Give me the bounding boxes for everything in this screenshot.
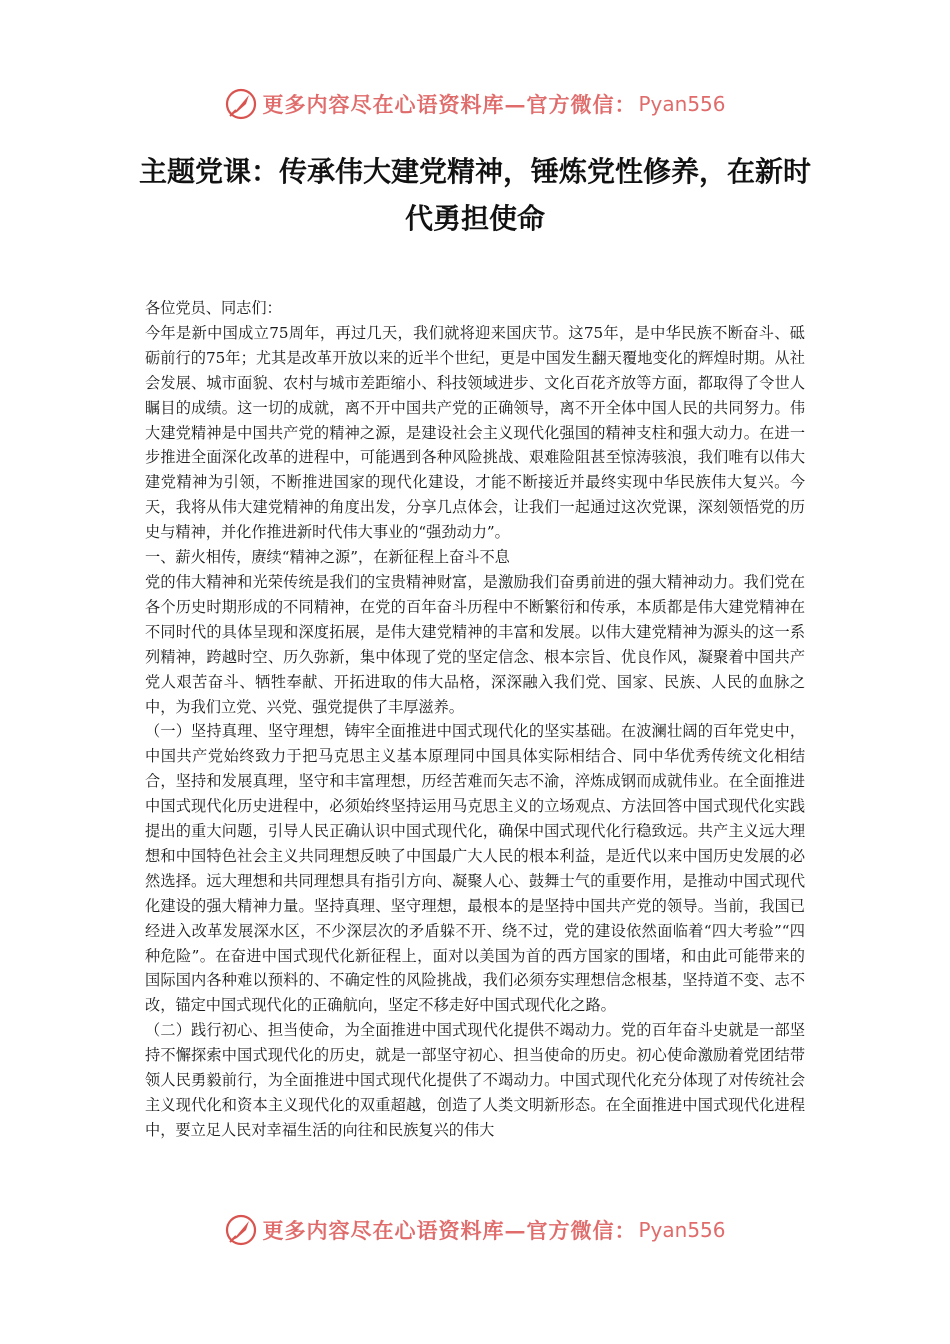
banner-text: 更多内容尽在心语资料库—官方微信： xyxy=(262,1218,637,1243)
page-title: 主题党课：传承伟大建党精神，锤炼党性修养，在新时代勇担使命 xyxy=(138,155,811,235)
quill-logo-icon xyxy=(224,1213,258,1247)
paragraph-point-one: （一）坚持真理、坚守理想，铸牢全面推进中国式现代化的坚实基础。在波澜壮阔的百年党史中，中国共产党始终致力于把马克思主义基本原理同中国具体实际相结合、同中华优秀传统文化相结合，坚持和发展真理，坚守和丰富理想，历经苦难而矢志不渝，淬炼成钢而成就伟业。在全面推进中国式现代化历史进程中，必须始终坚持运用马克思主义的立场观点、方法回答中国式现代化实践提出的重大问题，引导人民正确认识中国式现代化，确保中国式现代化行稳致远。共产主义远大理想和中国特色社会主义共同理想反映了中国最广大人民的根本利益，是近代以来中国历史发展的必然选择。远大理想和共同理想具有指引方向、凝聚人心、鼓舞士气的重要作用，是推动中国式现代化建设的强大精神力量。坚持真理、坚守理想，最根本的是坚持中国共产党的领导。当前，我国已经进入改革发展深水区，不少深层次的矛盾躲不开、绕不过，党的建设依然面临着“四大考验”“四种危险”。在奋进中国式现代化新征程上，面对以美国为首的西方国家的围堵，和由此可能带来的国际国内各种难以预料的、不确定性的风险挑战，我们必须夯实理想信念根基，坚持道不变、志不改，锚定中国式现代化的正确航向，坚定不移走好中国式现代化之路。 xyxy=(145,722,805,1015)
document-body xyxy=(145,296,805,1143)
paragraph-intro: 今年是新中国成立75周年，再过几天，我们就将迎来国庆节。这75年，是中华民族不断奋斗、砥砺前行的75年；尤其是改革开放以来的近半个世纪，更是中国发生翻天覆地变化的辉煌时期。从社会发展、城市面貌、农村与城市差距缩小、科技领域进步、文化百花齐放等方面，都取得了令世人瞩目的成绩。这一切的成就，离不开中国共产党的正确领导，离不开全体中国人民的共同努力。伟大建党精神是中国共产党的精神之源，是建设社会主义现代化强国的精神支柱和强大动力。在进一步推进全面深化改革的进程中，可能遇到各种风险挑战、艰难险阻甚至惊涛骇浪，我们唯有以伟大建党精神为引领，不断推进国家的现代化建设，才能不断接近并最终实现中华民族伟大复兴。今天，我将从伟大建党精神的角度出发，分享几点体会，让我们一起通过这次党课，深刻领悟党的历史与精神，并化作推进新时代伟大事业的“强劲动力”。 xyxy=(145,323,805,542)
header-watermark-banner xyxy=(0,84,950,124)
paragraph-section-intro: 党的伟大精神和光荣传统是我们的宝贵精神财富，是激励我们奋勇前进的强大精神动力。我们党在各个历史时期形成的不同精神，在党的百年奋斗历程中不断繁衍和传承，本质都是伟大建党精神在不同时代的具体呈现和深度拓展，是伟大建党精神的丰富和发展。以伟大建党精神为源头的这一系列精神，跨越时空、历久弥新，集中体现了党的坚定信念、根本宗旨、优良作风，凝聚着中国共产党人艰苦奋斗、牺牲奉献、开拓进取的伟大品格，深深融入我们党、国家、民族、人民的血脉之中，为我们立党、兴党、强党提供了丰厚滋养。 xyxy=(145,572,805,716)
quill-logo-icon xyxy=(224,87,258,121)
banner-text: 更多内容尽在心语资料库—官方微信： xyxy=(262,92,637,117)
banner-wechat-id: Pyan556 xyxy=(638,92,726,116)
greeting: 各位党员、同志们： xyxy=(145,299,282,317)
paragraph-point-two: （二）践行初心、担当使命，为全面推进中国式现代化提供不竭动力。党的百年奋斗史就是一部坚持不懈探索中国式现代化的历史，就是一部坚守初心、担当使命的历史。初心使命激励着党团结带领人民勇毅前行，为全面推进中国式现代化提供了不竭动力。中国式现代化充分体现了对传统社会主义现代化和资本主义现代化的双重超越，创造了人类文明新形态。在全面推进中国式现代化进程中，要立足人民对幸福生活的向往和民族复兴的伟大 xyxy=(145,1021,805,1139)
banner-wechat-id: Pyan556 xyxy=(638,1218,726,1242)
section-heading: 一、薪火相传，赓续“精神之源”，在新征程上奋斗不息 xyxy=(145,548,510,567)
footer-watermark-banner xyxy=(0,1210,950,1250)
